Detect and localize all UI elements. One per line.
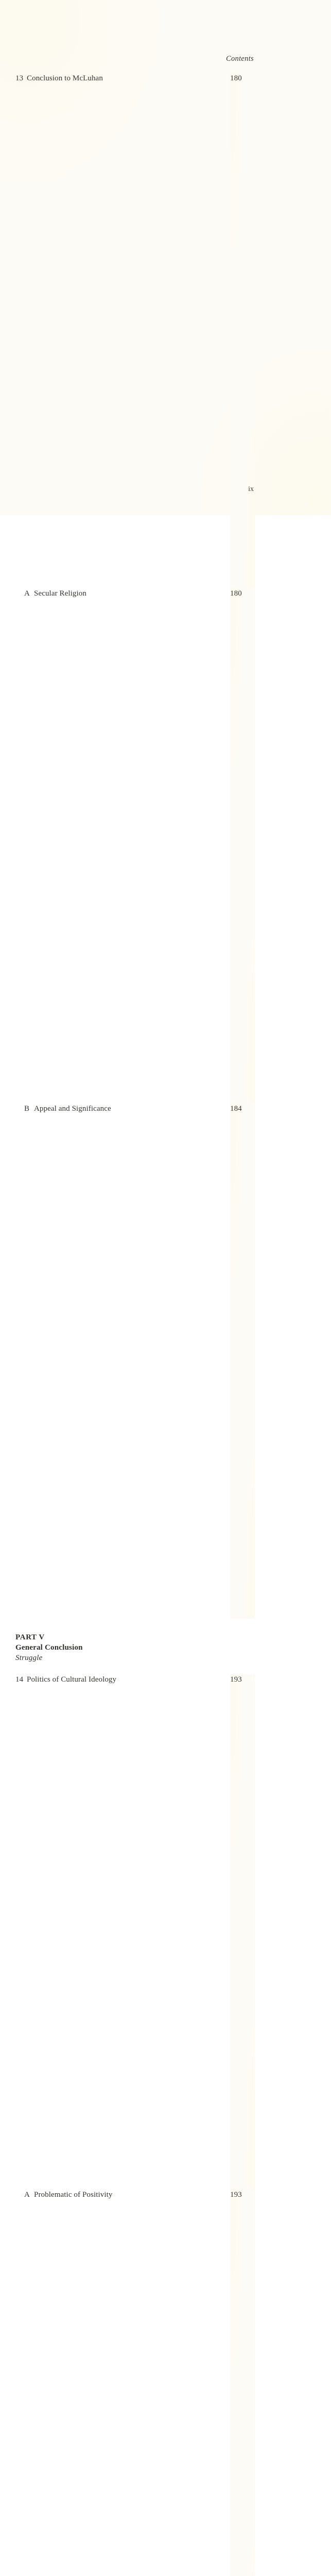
entry-page-number: 184 — [230, 1104, 255, 1619]
entry-title: Politics of Cultural Ideology — [27, 1675, 117, 1684]
entry-page-number: 180 — [230, 73, 255, 588]
entry-number: 13 — [15, 74, 24, 82]
toc-entry[interactable] — [15, 588, 255, 1104]
entry-number: B — [24, 1105, 30, 1113]
toc-entry[interactable] — [15, 73, 255, 588]
toc-entry[interactable] — [15, 1104, 255, 1619]
part-title: General Conclusion — [15, 1643, 83, 1652]
table-of-contents — [15, 73, 255, 2576]
entry-title: Problematic of Positivity — [34, 2191, 113, 2199]
running-head: Contents — [226, 55, 254, 63]
toc-entry[interactable] — [15, 2190, 255, 2576]
part-subtitle: Struggle — [15, 1654, 43, 1662]
entry-title: Conclusion to McLuhan — [27, 74, 103, 82]
entry-page-number: 193 — [230, 2190, 255, 2576]
entry-number: A — [24, 589, 30, 598]
entry-page-number: 180 — [230, 588, 255, 1104]
entry-title: Appeal and Significance — [34, 1105, 111, 1113]
entry-title: Secular Religion — [34, 589, 86, 598]
part-heading — [15, 1632, 255, 1663]
entry-page-number: 193 — [230, 1674, 255, 2190]
toc-group-chapter-13 — [15, 73, 255, 1619]
toc-group-chapter-14 — [15, 1674, 255, 2576]
part-label: PART V — [15, 1633, 45, 1641]
toc-entry[interactable] — [15, 1674, 255, 2190]
entry-number: A — [24, 2191, 30, 2199]
entry-number: 14 — [15, 1675, 24, 1684]
folio-page-number: ix — [248, 485, 254, 493]
